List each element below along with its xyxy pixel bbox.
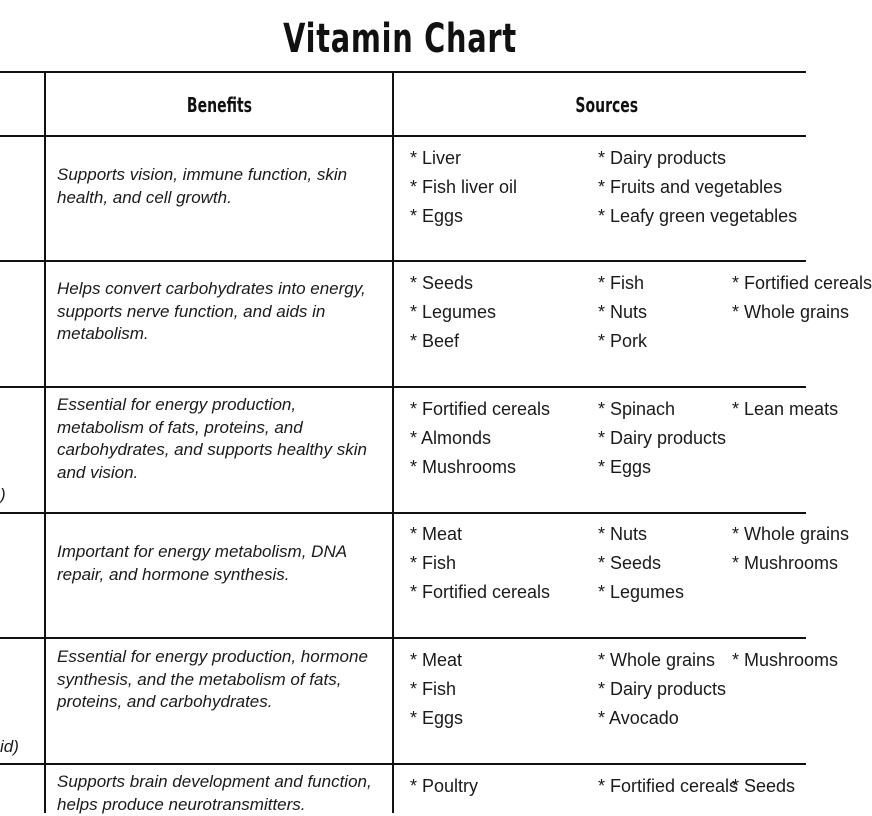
source-item: * Spinach [598, 399, 676, 419]
row-divider [0, 135, 806, 137]
source-item: * Whole grains [732, 524, 850, 544]
source-item: * Dairy products [598, 148, 727, 168]
source-item: * Fruits and vegetables [598, 177, 783, 197]
source-item: * Meat [410, 650, 463, 670]
header-benefits: Benefits [186, 93, 252, 117]
row-divider [0, 512, 806, 514]
source-item: * Mushrooms [732, 553, 839, 573]
source-item: * Nuts [598, 524, 648, 544]
row-benefit: Supports vision, immune function, skin health, and cell growth. [57, 165, 348, 207]
source-item: * Legumes [598, 582, 685, 602]
row-benefit: Essential for energy production, metabolism of fats, proteins, and carbohydrates, and supports healthy skin and vision. [57, 395, 367, 482]
source-item: * Eggs [598, 457, 652, 477]
header-sources: Sources [575, 93, 639, 117]
source-item: * Whole grains [598, 650, 716, 670]
row-divider [0, 763, 806, 765]
row-benefit: Helps convert carbohydrates into energy, supports nerve function, and aids in metabolism. [57, 279, 366, 343]
source-item: * Fortified cereals [410, 582, 551, 602]
source-item: * Fish [410, 553, 457, 573]
source-item: * Meat [410, 524, 463, 544]
row-divider [0, 386, 806, 388]
source-item: * Almonds [410, 428, 492, 448]
source-item: * Seeds [598, 553, 662, 573]
source-item: * Poultry [410, 776, 479, 796]
source-item: * Dairy products [598, 428, 727, 448]
page-title: Vitamin Chart [283, 16, 517, 62]
row-benefit: Important for energy metabolism, DNA repair, and hormone synthesis. [57, 542, 347, 584]
row-benefit: Supports brain development and function, helps produce neurotransmitters. [57, 772, 372, 814]
source-item: * Avocado [598, 708, 679, 728]
source-item: * Mushrooms [410, 457, 517, 477]
source-item: * Pork [598, 331, 648, 351]
source-item: * Legumes [410, 302, 497, 322]
row-divider [0, 260, 806, 262]
source-item: * Eggs [410, 708, 464, 728]
row-benefit: Essential for energy production, hormone synthesis, and the metabolism of fats, proteins, and carbohydrates. [57, 647, 368, 711]
source-item: * Seeds [410, 273, 474, 293]
source-item: * Whole grains [732, 302, 850, 322]
column-divider [44, 73, 46, 813]
source-item: * Liver [410, 148, 462, 168]
source-item: * Fish [410, 679, 457, 699]
source-item: * Fortified cereals [598, 776, 739, 796]
column-divider [392, 73, 394, 813]
source-item: * Mushrooms [732, 650, 839, 670]
source-item: * Lean meats [732, 399, 839, 419]
source-item: * Fish [598, 273, 645, 293]
source-item: * Nuts [598, 302, 648, 322]
source-item: * Leafy green vegetables [598, 206, 798, 226]
source-item: * Fish liver oil [410, 177, 518, 197]
source-item: * Eggs [410, 206, 464, 226]
vitamin-table [0, 71, 872, 814]
row-divider [0, 637, 806, 639]
source-item: * Dairy products [598, 679, 727, 699]
source-item: * Seeds [732, 776, 796, 796]
left-fragment: id) [0, 737, 19, 756]
source-item: * Fortified cereals [410, 399, 551, 419]
source-item: * Fortified cereals [732, 273, 872, 293]
left-fragment: ) [0, 485, 6, 504]
source-item: * Beef [410, 331, 460, 351]
